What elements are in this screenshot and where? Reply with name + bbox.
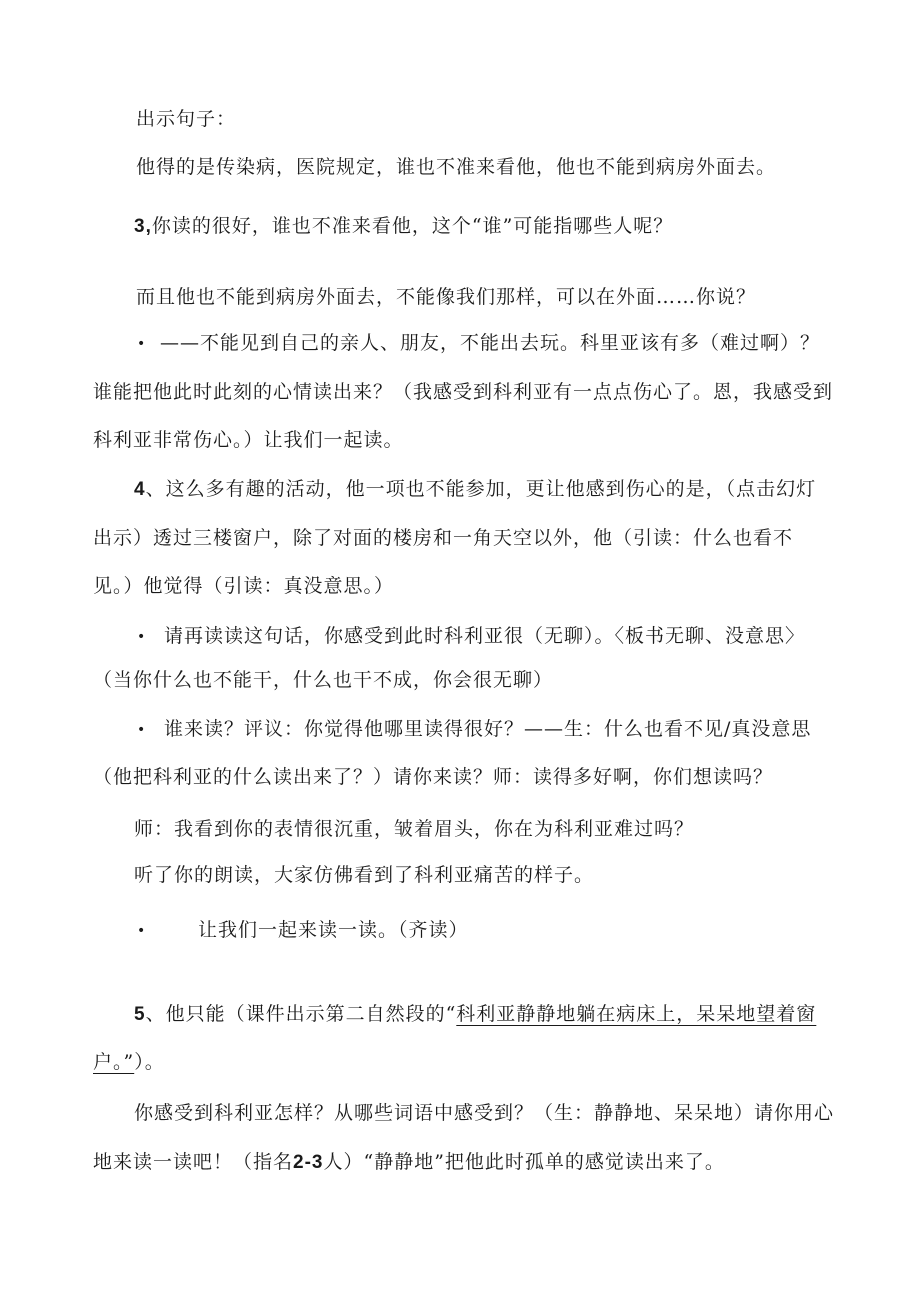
text-line: 出示句子： xyxy=(136,108,237,130)
underlined-quote: 户。” xyxy=(93,1051,135,1073)
text-segment: 、这么多有趣的活动，他一项也不能参加，更让他感到伤心的是，（点击幻灯 xyxy=(145,478,817,500)
text-line: 谁来读？评议：你觉得他哪里读得很好？——生：什么也看不见/真没意思 xyxy=(164,718,812,740)
text-line: 出示）透过三楼窗户，除了对面的楼房和一角天空以外，他（引读：什么也看不 xyxy=(93,527,794,549)
text-segment: 、他只能（课件出示第二自然段的“ xyxy=(145,1003,457,1025)
text-segment: 你读的很好，谁也不准来看他，这个“谁”可能指哪些人呢？ xyxy=(151,215,674,237)
bullet-icon: • xyxy=(137,336,146,352)
text-line: 他得的是传染病，医院规定，谁也不准来看他，他也不能到病房外面去。 xyxy=(136,156,777,178)
text-segment: ）。 xyxy=(134,1051,165,1073)
text-line: （他把科利亚的什么读出来了？）请你来读？师：读得多好啊，你们想读吗？ xyxy=(93,766,774,788)
bullet-icon: • xyxy=(137,722,146,738)
text-line: 见。）他觉得（引读：真没意思。） xyxy=(93,575,395,597)
text-line: 你感受到科利亚怎样？从哪些词语中感受到？（生：静静地、呆呆地）请你用心 xyxy=(134,1102,835,1124)
text-line: ——不能见到自己的亲人、朋友，不能出去玩。科里亚该有多（难过啊）？ xyxy=(160,332,821,354)
number-range: 2-3 xyxy=(293,1152,324,1173)
section-number: 3, xyxy=(134,216,152,237)
text-segment: 人）“静静地”把他此时孤单的感觉读出来了。 xyxy=(323,1151,725,1173)
underlined-quote: 科利亚静静地躺在病床上，呆呆地望着窗 xyxy=(456,1003,817,1025)
text-line: 而且他也不能到病房外面去，不能像我们那样，可以在外面……你说？ xyxy=(136,286,757,308)
text-line: 谁能把他此时此刻的心情读出来？（我感受到科利亚有一点点伤心了。恩，我感受到 xyxy=(93,381,834,403)
text-line: 师：我看到你的表情很沉重，皱着眉头，你在为科利亚难过吗？ xyxy=(134,818,695,840)
text-line xyxy=(134,213,673,240)
text-line xyxy=(134,476,816,503)
text-line: 科利亚非常伤心。）让我们一起读。 xyxy=(93,429,404,451)
text-line xyxy=(93,1049,165,1075)
text-line xyxy=(93,1149,725,1176)
section-number: 4 xyxy=(134,479,146,500)
section-number: 5 xyxy=(134,1004,146,1025)
text-line xyxy=(134,1001,816,1028)
bullet-icon: • xyxy=(137,923,146,939)
text-segment: 地来读一读吧！（指名 xyxy=(93,1151,294,1173)
text-line: 让我们一起来读一读。（齐读） xyxy=(198,919,469,941)
text-line: 请再读读这句话，你感受到此时科利亚很（无聊）。〈板书无聊、没意思〉 xyxy=(164,625,806,647)
text-line: 听了你的朗读，大家仿佛看到了科利亚痛苦的样子。 xyxy=(134,864,595,886)
text-line: （当你什么也不能干，什么也干不成，你会很无聊） xyxy=(93,669,554,691)
bullet-icon: • xyxy=(137,629,146,645)
